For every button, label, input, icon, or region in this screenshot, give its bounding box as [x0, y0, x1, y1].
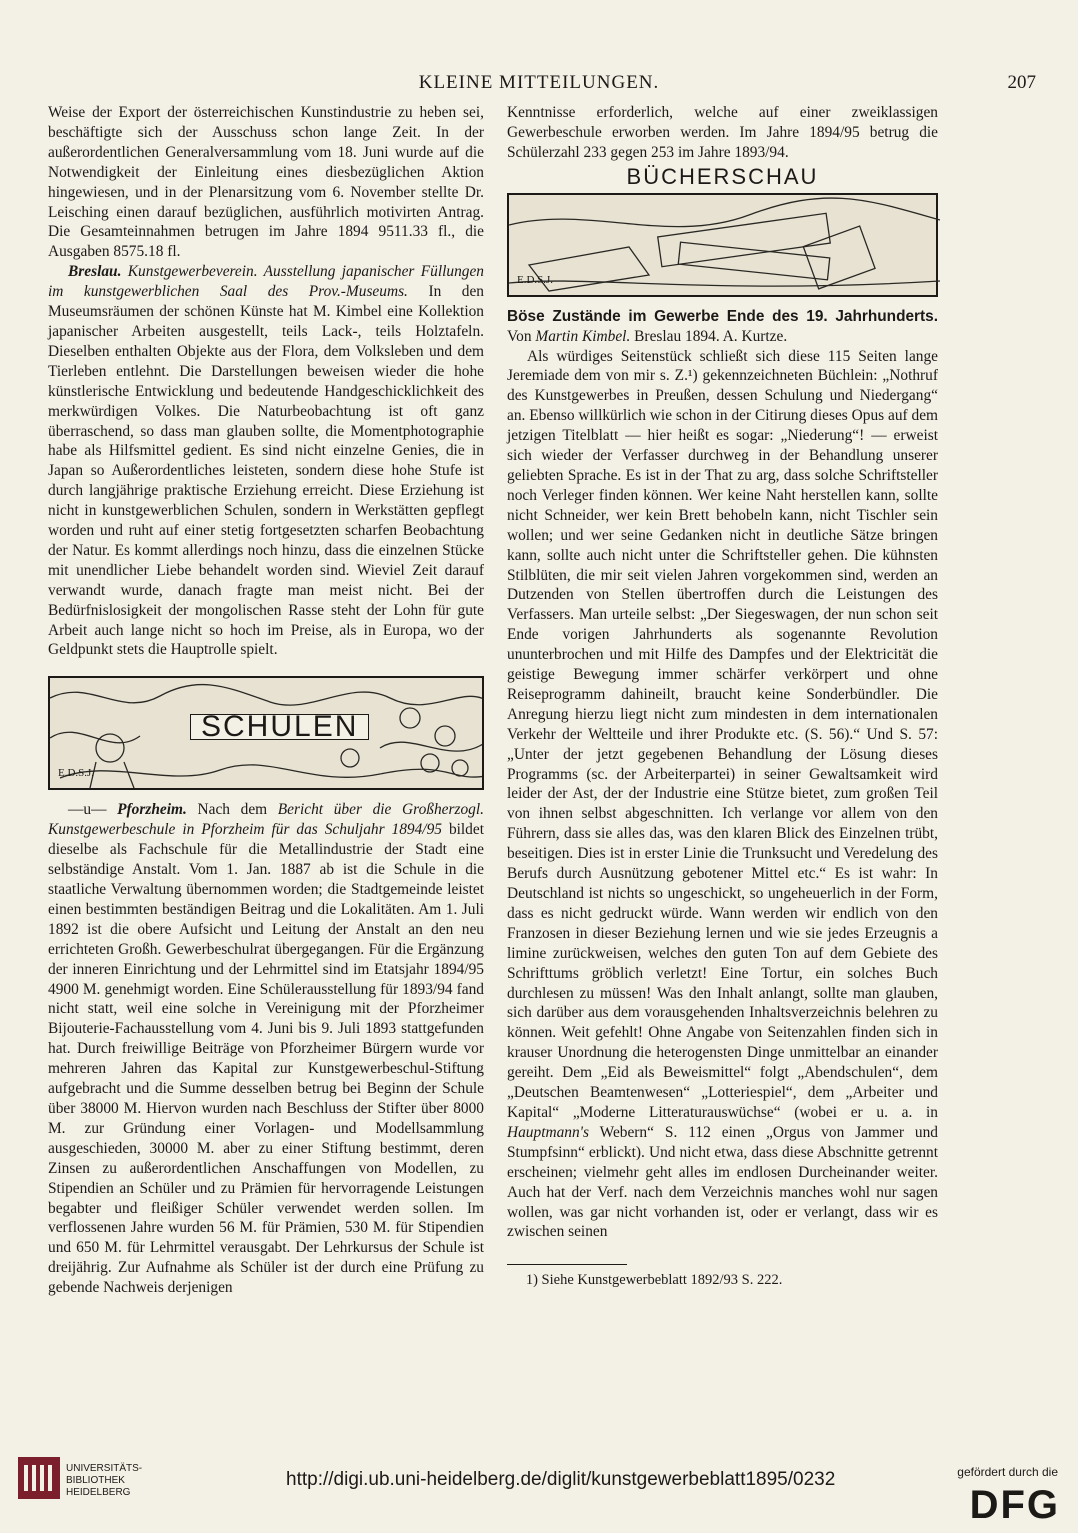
pforzheim-title: Bericht über die Großherzogl. Kunstgewerbeschule in Pforzheim für das Schuljahr 1894/95 [48, 801, 484, 839]
pforzheim-section [48, 800, 484, 1298]
review-von: Von [507, 327, 532, 345]
review-body-end: Webern“ S. 112 einen „Orgus von Jammer und Stumpfsinn“ erblickt). Und nicht etwa, dass diese Abschnitte getrennt erscheinen; vielmehr geht alles im endlosen Durcheinander weiter. Auch hat der Verf. nach dem Verzeichnis manches wohl nur sagen wollen, was gar nicht vorhanden ist, oder er verlangt, dass wir es zwischen seinen [507, 1123, 938, 1241]
buecherschau-banner-illustration [507, 163, 938, 297]
digitization-footer [0, 1443, 1078, 1533]
page-number: 207 [1007, 72, 1036, 93]
buecherschau-banner-initials: E.D.S.J. [517, 273, 554, 286]
review-author: Martin Kimbel. [535, 327, 631, 345]
review-heading [507, 307, 938, 347]
breslau-title: Kunstgewerbeverein. Ausstellung japanischer Füllungen im kunstgewerblichen Saal des Prov.-Museums. [48, 263, 484, 301]
buecherschau-banner-title: BÜCHERSCHAU [626, 163, 819, 189]
review-body [507, 347, 938, 1243]
dfg-logo: DFG [969, 1483, 1060, 1527]
books-illustration-icon [509, 195, 940, 295]
pforzheim-body: bildet dieselbe als Fachschule für die Metallindustrie der Stadt eine selbständige Anstalt. Vom 1. Jan. 1887 ab ist die Schule in die staatliche Verwaltung übernommen worden; die Stadtgemeinde leistet einen bestimmten beständigen Beitrag und die Lokalitäten. Am 1. Juli 1892 ist die obere Aufsicht und Leitung der Anstalt an den neu errichteten Großh. Gewerbeschulrat übergegangen. Für die Ergänzung der inneren Einrichtung und der Lehrmittel sind im Etatsjahr 1894/95 4900 M. genehmigt worden. Eine Schülerausstellung für 1893/94 fand nicht statt, weil eine solche in Vereinigung mit der Pforzheimer Bijouterie-Fachausstellung vom 4. Juni bis 9. Juli 1893 stattgefunden hat. Durch freiwillige Beiträge von Pforzheimer Bürgern wurde vor mehreren Jahren das Kapital zur Kunstgewerbeschul-Stiftung aufgebracht und die Summe desselben betrug bei Beginn der Schule über 38000 M. Hiervon wurden nach Beschluss der Stifter über 8000 M. zur Gründung einer Vorlagen- und Modellsammlung ausgeschieden, 30000 M. aber zu einer Stiftung bestimmt, deren Zinsen zu außerordentlichen Anschaffungen von Modellen, zu Stipendien an Schüler und zu Prämien für hervorragende Leistungen begabter und fleißiger Schüler verwendet werden sollen. Im verflossenen Jahre wurden 56 M. für Prämien, 530 M. für Stipendien und 650 M. für Lehrmittel verausgabt. Der Lehrkursus der Schule ist dreijährig. Zur Aufnahme als Schüler ist der durch eine Prüfung zu gebende Nachweis derjenigen [48, 821, 484, 1297]
paragraph-vienna-end: Weise der Export der österreichischen Kunstindustrie zu heben sei, beschäftigte sich der Ausschuss schon lange Zeit. In der außerordentlichen Generalversammlung vom 18. Juni wurde auf die Notwendigkeit der Einleitung eines diesbezüglichen Aktion hingewiesen, und in der Plenarsitzung vom 6. November stellte Dr. Leisching einen darauf bezüglichen, ausführlich motivirten Antrag. Die Gesamteinnahmen betrugen im Jahre 1894 9511.33 fl., die Ausgaben 8575.18 fl. [48, 104, 484, 261]
review-publication: Breslau 1894. A. Kurtze. [634, 327, 788, 345]
university-library-logo-icon [18, 1457, 60, 1499]
schulen-banner-initials: E.D.S.J. [58, 767, 95, 780]
schulen-banner-illustration [48, 676, 484, 790]
library-line-2: BIBLIOTHEK [66, 1475, 125, 1486]
breslau-kicker: Breslau. [68, 263, 122, 281]
review-title: Böse Zustände im Gewerbe Ende des 19. Jahrhunderts. [507, 307, 938, 325]
pforzheim-author-mark: —u— [68, 801, 107, 819]
breslau-body: In den Museumsräumen der schönen Künste hat M. Kimbel eine Kollektion japanischer Arbeiten ausgestellt, teils Lack-, teils Holztafeln. Dieselben enthalten Objekte aus der Flora, dem Volksleben und dem Tierleben entlehnt. Die Darstellungen beweisen wieder die hohe künstlerische Entwicklung und bedeutende Handgeschicklichkeit des merkwürdigen Volkes. Die Naturbeobachtung ist oft ganz überraschend, so dass man glauben sollte, die Momentphotographie habe als Hilfsmittel gedient. Es sind nicht einzelne Genies, die in Japan so Außerordentliches leisteten, sondern diese hohe Stufe ist durch langjährige praktische Erziehung erreicht. Diese Erziehung ist nicht in kunstgewerblichen Schulen, sondern in Werkstätten gepflegt worden und ruht auf einer stetig fortgesetzten scharfen Beobachtung der Natur. Es kommt allerdings noch hinzu, dass die einzelnen Stücke mit unendlicher Liebe behandelt worden sind. Wieviel Zeit darauf verwandt wurde, danach fragte man meist nicht. Bei der Bedürfnislosigkeit der mongolischen Rasse steht der Lohn für gute Arbeit auch lange nicht so hoch im Preise, als in Europa, wo der Geldpunkt stets die Hauptrolle spielt. [48, 283, 484, 659]
breslau-section [48, 262, 484, 660]
pforzheim-lead: Nach dem [197, 801, 268, 819]
source-url-link[interactable]: http://digi.ub.uni-heidelberg.de/diglit/kunstgewerbeblatt1895/0232 [286, 1469, 836, 1490]
library-name [66, 1463, 142, 1499]
left-column [48, 103, 484, 1298]
library-line-1: UNIVERSITÄTS- [66, 1463, 143, 1474]
paragraph-pforzheim-cont: Kenntnisse erforderlich, welche auf einer zweiklassigen Gewerbeschule erworben werden. Im Jahre 1894/95 betrug die Schülerzahl 233 gegen 253 im Jahre 1893/94. [507, 104, 938, 161]
library-line-3: HEIDELBERG [66, 1487, 131, 1498]
review-body-text: Als würdiges Seitenstück schließt sich diese 115 Seiten lange Jeremiade dem von mir s. Z.¹) gekennzeichneten Büchlein: „Nothruf des Kunstgewerbes in Preußen, dessen Schulung und Niedergang“ an. Ebenso willkürlich wie schon in der Citirung dieses Opus auf dem jetzigen Titelblatt — hier heißt es sogar: „Niederung“! — erweist sich wieder der Verfasser durchweg in der Behandlung unserer geliebten Sprache. Es ist in der That zu arg, dass solche Schriftsteller noch Verleger finden können. Wer keine Naht herstellen kann, sollte nicht Schneider, wer kein Brett behobeln kann, nicht Tischler sein wollen; und wer seine Gedanken nicht in deutliche Sätze bringen kann, sollte auch nicht unter die Schriftsteller gehen. Die kühnsten Stilblüten, die mir seit vielen Jahren vorgekommen sind, werden an Dutzenden von Stellen übertroffen durch die Leistungen des Verfassers. Man urteile selbst: „Der Siegeswagen, der nun schon seit Ende vorigen Jahrhunderts als sogenannte Revolution ununterbrochen und mit Hilfe des Dampfes und der Elektricität die geistige Bewegung immer schärfer verkörpert und ohne Reiseprogramm dahineilt, braucht keine Sonderbündler. Die Anregung hierzu liegt nicht zum mindesten in dem internationalen Verkehr der Weltteile und ihrer Produkte etc. (S. 56).“ Und S. 57: „Unter der jetzt gegebenen Behandlung der Lösung dieses Programms (sc. der Arbeiterpartei) in seiner Gewaltsamkeit wird leider der Ast, der der Industrie eine Stütze bietet, zum großen Teil von ihnen selbst abgeschnitten. Ich verlange vor allem von den Führern, dass sie alles das, was den klaren Blick des Einzelnen trübt, beseitigen. Dies ist in erster Linie die Trunksucht und Veredelung des Berufs durch Ausnützung gebotener Mittel etc.“ Es ist wahr: In Deutschland ist nichts so ungeschickt, so ungeheuerlich in der Form, dass es nicht gedruckt würde. Wann werden wir endlich von den Franzosen in dieser Beziehung lernen und wie sie jedes Erzeugnis a limine zurückweisen, welches den guten Ton auf dem Gebiete des Schrifttums gröblich verletzt! Eine Tortur, ein solches Buch durchlesen zu müssen! Was den Inhalt anlangt, sollte man glauben, sich darüber aus dem vorausgehenden Inhaltsverzeichnis belehren zu können. Weit gefehlt! Ohne Angabe von Seitenzahlen finden sich in krauser Unordnung die heterogensten Dinge unmittelbar an einander gereiht. Dem „Eid als Beweismittel“ folgt „Abendschulen“, dem „Deutschen Beamtenwesen“ „Lotteriespiel“, dem „Arbeiter und Kapital“ „Moderne Litteraturauswüchse“ (wobei er u. a. in [507, 347, 938, 1121]
schulen-banner-title: SCHULEN [190, 714, 369, 740]
right-column [507, 103, 938, 1291]
header-title: KLEINE MITTEILUNGEN. [418, 72, 660, 93]
running-header [40, 72, 1038, 96]
footnote-divider [507, 1264, 627, 1265]
funded-by-label: gefördert durch die [957, 1465, 1058, 1479]
pforzheim-kicker: Pforzheim. [117, 801, 187, 819]
review-body-italic: Hauptmann's [507, 1123, 589, 1141]
footnote: 1) Siehe Kunstgewerbeblatt 1892/93 S. 222. [525, 1272, 783, 1289]
